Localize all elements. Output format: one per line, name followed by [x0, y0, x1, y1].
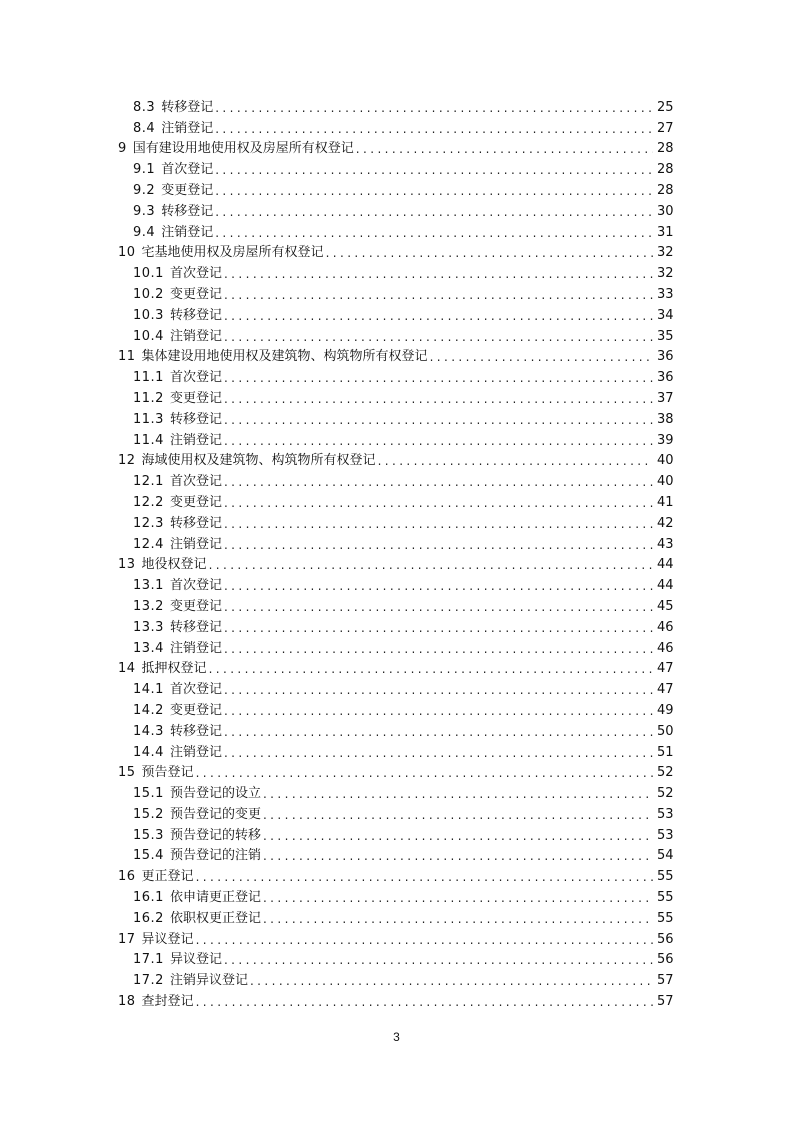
toc-entry-number: 12.2	[133, 494, 164, 510]
toc-entry-number: 9.2	[133, 182, 156, 198]
dot-leader	[224, 516, 653, 532]
toc-entry-title: 依职权更正登记	[169, 910, 261, 926]
toc-entry-page: 32	[657, 245, 674, 261]
toc-entry-page: 51	[657, 744, 674, 760]
toc-entry-title: 变更登记	[169, 598, 222, 614]
toc-entry-page: 52	[657, 765, 674, 781]
toc-entry-number: 15.1	[133, 786, 164, 802]
toc-entry-title: 异议登记	[169, 952, 222, 968]
dot-leader	[224, 308, 653, 324]
toc-entry[interactable]	[0, 449, 673, 470]
toc-entry-title: 变更登记	[169, 702, 222, 718]
toc-entry-number: 13.1	[133, 578, 164, 594]
dot-leader	[224, 474, 653, 490]
toc-entry-number: 15.2	[133, 806, 164, 822]
toc-entry-title: 预告登记的设立	[169, 786, 261, 802]
toc-entry[interactable]	[0, 636, 673, 657]
toc-entry-title: 注销登记	[169, 536, 222, 552]
toc-entry[interactable]	[0, 906, 673, 927]
toc-entry-page: 40	[657, 453, 674, 469]
toc-entry-number: 15	[118, 765, 136, 781]
dot-leader	[224, 537, 653, 553]
toc-entry-page: 55	[657, 869, 674, 885]
toc-entry[interactable]	[0, 386, 673, 407]
toc-entry[interactable]	[0, 303, 673, 324]
toc-entry[interactable]	[0, 365, 673, 386]
dot-leader	[196, 869, 653, 885]
toc-entry-page: 56	[657, 931, 674, 947]
toc-entry-title: 查封登记	[141, 994, 194, 1010]
toc-entry-title: 异议登记	[141, 931, 194, 947]
toc-entry-number: 9.3	[133, 203, 156, 219]
toc-entry[interactable]	[0, 178, 673, 199]
toc-entry-title: 预告登记	[141, 765, 194, 781]
toc-entry[interactable]	[0, 116, 673, 137]
toc-entry-number: 11.1	[133, 370, 164, 386]
toc-entry-number: 11.4	[133, 432, 164, 448]
toc-entry-title: 注销登记	[169, 640, 222, 656]
dot-leader	[263, 828, 653, 844]
toc-entry[interactable]	[0, 157, 673, 178]
dot-leader	[196, 932, 653, 948]
dot-leader	[215, 183, 653, 199]
toc-entry-page: 57	[657, 973, 674, 989]
dot-leader	[263, 848, 653, 864]
toc-entry[interactable]	[0, 490, 673, 511]
toc-entry-number: 14.1	[133, 682, 164, 698]
toc-entry-page: 44	[657, 578, 674, 594]
dot-leader	[196, 765, 653, 781]
toc-entry[interactable]	[0, 968, 673, 989]
toc-entry-page: 30	[657, 203, 674, 219]
toc-entry-title: 注销异议登记	[169, 973, 248, 989]
toc-entry-title: 宅基地使用权及房屋所有权登记	[141, 245, 324, 261]
dot-leader	[215, 225, 653, 241]
toc-entry[interactable]	[0, 615, 673, 636]
toc-entry-page: 31	[657, 224, 674, 240]
toc-entry-title: 地役权登记	[141, 557, 207, 573]
toc-entry-number: 14.2	[133, 702, 164, 718]
toc-entry-number: 11	[118, 349, 136, 365]
toc-entry-page: 40	[657, 474, 674, 490]
toc-entry-title: 首次登记	[161, 162, 214, 178]
toc-entry[interactable]	[0, 948, 673, 969]
dot-leader	[224, 329, 653, 345]
toc-entry[interactable]	[0, 864, 673, 885]
toc-entry-page: 42	[657, 515, 674, 531]
toc-entry-number: 13.3	[133, 619, 164, 635]
toc-entry-title: 海域使用权及建筑物、构筑物所有权登记	[141, 453, 376, 469]
toc-entry-page: 47	[657, 682, 674, 698]
toc-entry-page: 44	[657, 557, 674, 573]
toc-entry-page: 57	[657, 994, 674, 1010]
dot-leader	[215, 121, 653, 137]
toc-entry-number: 17.2	[133, 973, 164, 989]
dot-leader	[224, 724, 653, 740]
toc-entry-number: 13.4	[133, 640, 164, 656]
toc-entry-page: 36	[657, 370, 674, 386]
toc-entry-page: 41	[657, 494, 674, 510]
toc-entry-page: 38	[657, 411, 674, 427]
dot-leader	[209, 557, 653, 573]
toc-entry-page: 37	[657, 390, 674, 406]
toc-entry[interactable]	[0, 761, 673, 782]
toc-entry-title: 注销登记	[161, 224, 214, 240]
toc-entry-number: 11.3	[133, 411, 164, 427]
toc-entry[interactable]	[0, 241, 673, 262]
toc-entry-title: 更正登记	[141, 869, 194, 885]
toc-entry-page: 28	[657, 141, 674, 157]
toc-entry[interactable]	[0, 989, 673, 1010]
toc-entry-title: 注销登记	[169, 744, 222, 760]
toc-entry-number: 10.3	[133, 307, 164, 323]
dot-leader	[224, 599, 653, 615]
toc-entry-title: 转移登记	[169, 411, 222, 427]
toc-entry-number: 9	[118, 141, 127, 157]
toc-entry[interactable]	[0, 927, 673, 948]
toc-entry-page: 43	[657, 536, 674, 552]
toc-entry[interactable]	[0, 95, 673, 116]
toc-entry-page: 34	[657, 307, 674, 323]
toc-entry-page: 49	[657, 702, 674, 718]
dot-leader	[224, 495, 653, 511]
toc-entry-page: 35	[657, 328, 674, 344]
toc-entry[interactable]	[0, 573, 673, 594]
dot-leader	[215, 204, 653, 220]
toc-entry-page: 45	[657, 598, 674, 614]
toc-entry-number: 9.4	[133, 224, 156, 240]
toc-entry-title: 转移登记	[169, 515, 222, 531]
toc-entry-title: 变更登记	[161, 182, 214, 198]
toc-entry[interactable]	[0, 844, 673, 865]
toc-entry-number: 12	[118, 453, 136, 469]
toc-entry-number: 16.2	[133, 910, 164, 926]
toc-entry-number: 14	[118, 661, 136, 677]
toc-entry-number: 13.2	[133, 598, 164, 614]
toc-entry-title: 国有建设用地使用权及房屋所有权登记	[132, 141, 354, 157]
dot-leader	[224, 266, 653, 282]
toc-entry-number: 17.1	[133, 952, 164, 968]
toc-entry[interactable]	[0, 719, 673, 740]
dot-leader	[224, 391, 653, 407]
toc-entry[interactable]	[0, 199, 673, 220]
toc-entry-title: 预告登记的转移	[169, 827, 261, 843]
toc-entry-number: 12.1	[133, 474, 164, 490]
dot-leader	[250, 973, 653, 989]
toc-entry-title: 转移登记	[161, 203, 214, 219]
toc-entry-title: 转移登记	[169, 723, 222, 739]
toc-entry[interactable]	[0, 407, 673, 428]
dot-leader	[224, 370, 653, 386]
toc-entry[interactable]	[0, 282, 673, 303]
toc-entry-number: 11.2	[133, 390, 164, 406]
toc-entry-number: 8.3	[133, 99, 156, 115]
toc-entry-number: 10.2	[133, 286, 164, 302]
toc-entry-number: 13	[118, 557, 136, 573]
toc-entry[interactable]	[0, 511, 673, 532]
dot-leader	[224, 641, 653, 657]
toc-entry[interactable]	[0, 698, 673, 719]
toc-entry-title: 首次登记	[169, 266, 222, 282]
dot-leader	[356, 141, 653, 157]
toc-entry[interactable]	[0, 532, 673, 553]
toc-entry-number: 17	[118, 931, 136, 947]
toc-entry[interactable]	[0, 261, 673, 282]
toc-entry-title: 注销登记	[169, 328, 222, 344]
toc-entry[interactable]	[0, 324, 673, 345]
toc-entry-page: 27	[657, 120, 674, 136]
dot-leader	[224, 952, 653, 968]
dot-leader	[224, 578, 653, 594]
toc-entry-number: 14.4	[133, 744, 164, 760]
toc-entry-number: 16	[118, 869, 136, 885]
toc-entry-title: 转移登记	[161, 99, 214, 115]
toc-entry-page: 53	[657, 806, 674, 822]
dot-leader	[378, 453, 653, 469]
toc-entry[interactable]	[0, 802, 673, 823]
toc-entry-title: 变更登记	[169, 494, 222, 510]
toc-entry[interactable]	[0, 740, 673, 761]
toc-entry-title: 首次登记	[169, 682, 222, 698]
dot-leader	[263, 807, 653, 823]
toc-entry-title: 转移登记	[169, 307, 222, 323]
toc-entry-number: 10.1	[133, 266, 164, 282]
toc-entry-number: 12.4	[133, 536, 164, 552]
dot-leader	[209, 661, 653, 677]
page-number: 3	[393, 1030, 400, 1044]
toc-entry-page: 28	[657, 162, 674, 178]
toc-entry-title: 首次登记	[169, 474, 222, 490]
toc-entry[interactable]	[0, 823, 673, 844]
dot-leader	[326, 245, 653, 261]
toc-entry-title: 集体建设用地使用权及建筑物、构筑物所有权登记	[141, 349, 428, 365]
toc-entry[interactable]	[0, 428, 673, 449]
toc-entry-title: 注销登记	[161, 120, 214, 136]
toc-entry-title: 依申请更正登记	[169, 890, 261, 906]
dot-leader	[215, 162, 653, 178]
toc-entry-page: 52	[657, 786, 674, 802]
toc-entry-number: 12.3	[133, 515, 164, 531]
toc-entry-title: 首次登记	[169, 370, 222, 386]
toc-entry-page: 53	[657, 827, 674, 843]
dot-leader	[263, 786, 653, 802]
toc-entry-page: 32	[657, 266, 674, 282]
toc-entry-page: 46	[657, 640, 674, 656]
toc-entry-title: 首次登记	[169, 578, 222, 594]
toc-entry-title: 抵押权登记	[141, 661, 207, 677]
toc-entry[interactable]	[0, 345, 673, 366]
toc-entry-number: 15.3	[133, 827, 164, 843]
toc-entry[interactable]	[0, 677, 673, 698]
dot-leader	[224, 620, 653, 636]
toc-entry[interactable]	[0, 781, 673, 802]
dot-leader	[430, 349, 653, 365]
dot-leader	[263, 890, 653, 906]
toc-entry-page: 50	[657, 723, 674, 739]
toc-entry-number: 15.4	[133, 848, 164, 864]
toc-entry-title: 变更登记	[169, 286, 222, 302]
table-of-contents	[0, 95, 793, 1010]
toc-entry-page: 56	[657, 952, 674, 968]
toc-entry-page: 54	[657, 848, 674, 864]
dot-leader	[224, 745, 653, 761]
toc-entry[interactable]	[0, 220, 673, 241]
toc-entry-title: 预告登记的变更	[169, 806, 261, 822]
dot-leader	[196, 994, 653, 1010]
toc-entry-page: 46	[657, 619, 674, 635]
toc-entry-title: 变更登记	[169, 390, 222, 406]
toc-entry-title: 转移登记	[169, 619, 222, 635]
toc-entry[interactable]	[0, 469, 673, 490]
toc-entry-page: 55	[657, 890, 674, 906]
toc-entry-page: 36	[657, 349, 674, 365]
dot-leader	[224, 287, 653, 303]
toc-entry-number: 8.4	[133, 120, 156, 136]
dot-leader	[215, 100, 653, 116]
toc-entry-number: 9.1	[133, 162, 156, 178]
toc-entry-number: 10	[118, 245, 136, 261]
toc-entry-page: 55	[657, 910, 674, 926]
toc-entry[interactable]	[0, 137, 673, 158]
toc-entry-page: 33	[657, 286, 674, 302]
dot-leader	[224, 412, 653, 428]
toc-entry[interactable]	[0, 553, 673, 574]
toc-entry-page: 28	[657, 182, 674, 198]
toc-entry-number: 14.3	[133, 723, 164, 739]
toc-entry-title: 预告登记的注销	[169, 848, 261, 864]
toc-entry-title: 注销登记	[169, 432, 222, 448]
toc-entry-number: 16.1	[133, 890, 164, 906]
toc-entry-page: 39	[657, 432, 674, 448]
dot-leader	[263, 911, 653, 927]
dot-leader	[224, 433, 653, 449]
dot-leader	[224, 703, 653, 719]
toc-entry-page: 47	[657, 661, 674, 677]
toc-entry-number: 18	[118, 994, 136, 1010]
toc-entry-page: 25	[657, 99, 674, 115]
toc-entry[interactable]	[0, 885, 673, 906]
toc-entry[interactable]	[0, 594, 673, 615]
toc-entry-number: 10.4	[133, 328, 164, 344]
toc-entry[interactable]	[0, 657, 673, 678]
dot-leader	[224, 682, 653, 698]
